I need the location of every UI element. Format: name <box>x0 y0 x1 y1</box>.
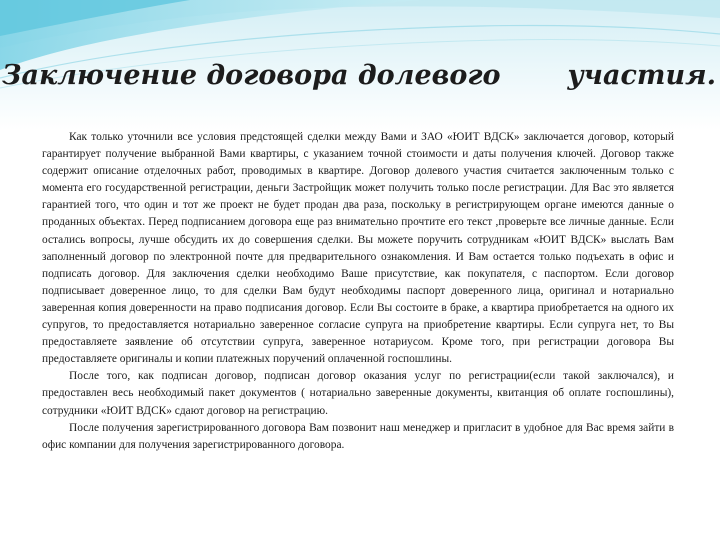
body-text <box>42 129 674 454</box>
paragraph-1: Как только уточнили все условия предстоящей сделки между Вами и ЗАО «ЮИТ ВДСК» заключается договор, который гарантирует получение выбранной Вами квартиры, с указанием точной стоимости и даты получения ключей. Договор также содержит описание отделочных работ, проводимых в квартире. Договор долевого участия считается заключенным только с момента его государственной регистрации, деньги Застройщик может получить только после регистрации. Для Вас это является гарантией того, что один и тот же проект не будет продан два раза, поскольку в регистрирующем органе имеются данные о проданных объектах. Перед подписанием договора еще раз внимательно прочтите его текст ,проверьте все личные данные. Если остались вопросы, лучше обсудить их до совершения сделки. Вы можете поручить сотрудникам «ЮИТ ВДСК» выслать Вам заполненный договор по электронной почте для предварительного ознакомления. И Вам остается только подъехать в офис и подписать договор. Для заключения сделки необходимо Ваше присутствие, как покупателя, с паспортом. Если договор подписывает доверенное лицо, то для сделки Вам будут необходимы паспорт доверенного лица, оригинал и нотариально заверенная копия доверенности на право подписания договор. Если Вы состоите в браке, а квартира приобретается на одного их супругов, то предоставляется нотариально заверенное согласие супруга на приобретение квартиры. Если супруга нет, то Вы предоставляете заявление об отсутствии супруга, заверенное нотариусом. Кроме того, при регистрации договора Вы предоставляете оригиналы и копии платежных поручений оплаченной госпошлины. <box>42 131 674 366</box>
paragraph-2: После того, как подписан договор, подписан договор оказания услуг по регистрации(если такой заключался), и предоставлен весь необходимый пакет документов ( нотариально заверенные документы, квитанция об оплате госпошлины), сотрудники «ЮИТ ВДСК» сдают договор на регистрацию. <box>42 370 674 417</box>
slide-title-right: участия. <box>567 60 716 91</box>
slide-title <box>2 58 718 102</box>
slide-title-left: Заключение договора долевого <box>2 60 501 91</box>
paragraph-3: После получения зарегистрированного договора Вам позвонит наш менеджер и пригласит в удобное для Вас время зайти в офис компании для получения зарегистрированного договора. <box>42 421 674 451</box>
